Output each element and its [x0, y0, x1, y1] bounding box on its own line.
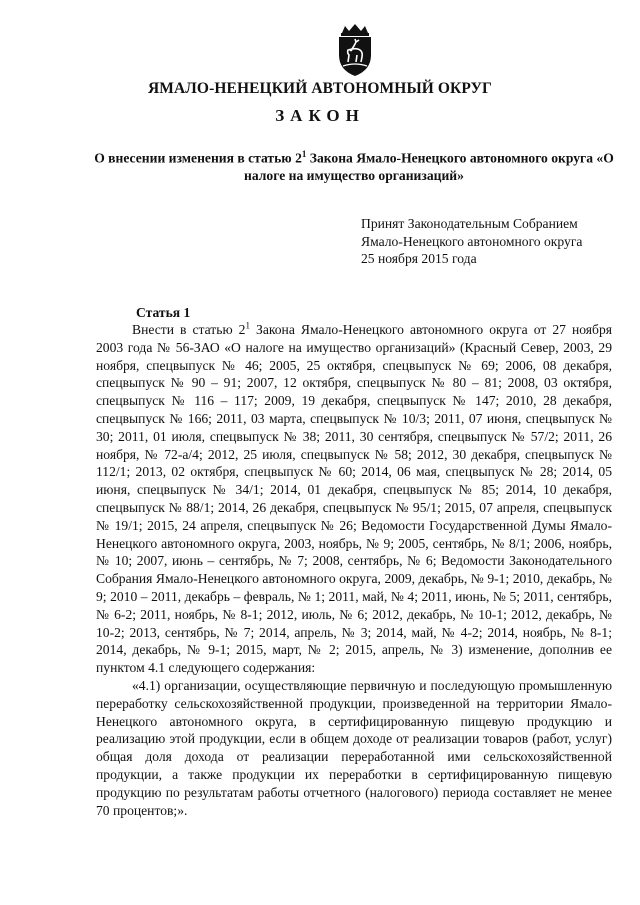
adoption-line-3: 25 ноября 2015 года: [361, 251, 477, 266]
article-heading: Статья 1: [136, 305, 191, 320]
law-title-sup: 1: [301, 149, 307, 159]
coat-of-arms-emblem: [333, 22, 377, 78]
law-title-part1: О внесении изменения в статью 2: [94, 150, 302, 166]
paragraph-1-rest: Закона Ямало-Ненецкого автономного округа от 27 ноября 2003 года № 56-ЗАО «О налоге на имущество организаций» (Красный Север, 2003, 29 ноября, спецвыпуск № 46; 2005, 25 октября, спецвыпуск № 69; 2006, 08 декабря, спецвыпуск № 90 – 91; 2007, 12 октября, спецвыпуск № 80 – 81; 2008, 03 октября, спецвыпуск № 116 – 117; 2009, 19 декабря, спецвыпуск № 147; 2010, 28 декабря, спецвыпуск № 166; 2011, 03 марта, спецвыпуск № 10/3; 2011, 07 июня, спецвыпуск № 30; 2011, 01 июля, спецвыпуск № 38; 2011, 30 сентября, спецвыпуск № 57/2; 2011, 26 ноября, № 72-а/4; 2012, 25 июля, спецвыпуск № 58; 2012, 30 декабря, спецвыпуск № 112/1; 2013, 02 октября, спецвыпуск № 60; 2014, 06 мая, спецвыпуск № 28; 2014, 05 июня, спецвыпуск № 34/1; 2014, 01 декабря, спецвыпуск № 85; 2014, 10 декабря, спецвыпуск № 88/1; 2014, 26 декабря, спецвыпуск № 95/1; 2015, 07 апреля, спецвыпуск № 19/1; 2015, 24 апреля, спецвыпуск № 26; Ведомости Государственной Думы Ямало-Ненецкого автономного округа, 2003, ноябрь, № 9; 2005, сентябрь, № 8/1; 2006, ноябрь, № 10; 2007, июнь – сентябрь, № 7; 2008, сентябрь, № 6; Ведомости Законодательного Собрания Ямало-Ненецкого автономного округа, 2009, декабрь, № 9-1; 2010, декабрь, № 9; 2010 – 2011, декабрь – февраль, № 1; 2011, май, № 4; 2011, июнь, № 5; 2011, сентябрь, № 6-2; 2011, ноябрь, № 8-1; 2012, июль, № 6; 2012, декабрь, № 10-1; 2012, декабрь, № 10-2; 2013, сентябрь, № 7; 2014, апрель, № 3; 2014, май, № 4-2; 2014, ноябрь, № 8-1; 2014, декабрь, № 9-1; 2015, март, № 2; 2015, апрель, № 3) изменение, дополнив ее пунктом 4.1 следующего содержания:: [96, 322, 612, 676]
article-paragraph-1: [96, 321, 612, 677]
article-body: [96, 321, 612, 819]
paragraph-1-sup: 1: [245, 320, 250, 331]
paragraph-1-start: Внести в статью 2: [132, 322, 246, 337]
adoption-note: [361, 215, 582, 268]
document-type: ЗАКОН: [275, 106, 365, 125]
law-title-part2: Закона Ямало-Ненецкого автономного округа «О налоге на имущество организаций»: [244, 150, 614, 184]
region-name: ЯМАЛО-НЕНЕЦКИЙ АВТОНОМНЫЙ ОКРУГ: [147, 80, 493, 97]
adoption-line-2: Ямало-Ненецкого автономного округа: [361, 233, 583, 249]
adoption-line-1: Принят Законодательным Собранием: [361, 216, 578, 231]
law-title: [84, 146, 624, 185]
article-paragraph-2: «4.1) организации, осуществляющие первичную и последующую промышленную переработку сельскохозяйственной продукции, произведенной на территории Ямало-Ненецкого автономного округа, в сертифицированную пищевую продукцию и реализацию этой продукции, если в общем доходе от реализации товаров (работ, услуг) общая доля дохода от реализации переработанной ими сельскохозяйственной продукции, а также продукции их переработки в сертифицированную пищевую продукцию по результатам работы отчетного (налогового) периода составляет не менее 70 процентов;».: [96, 677, 612, 818]
